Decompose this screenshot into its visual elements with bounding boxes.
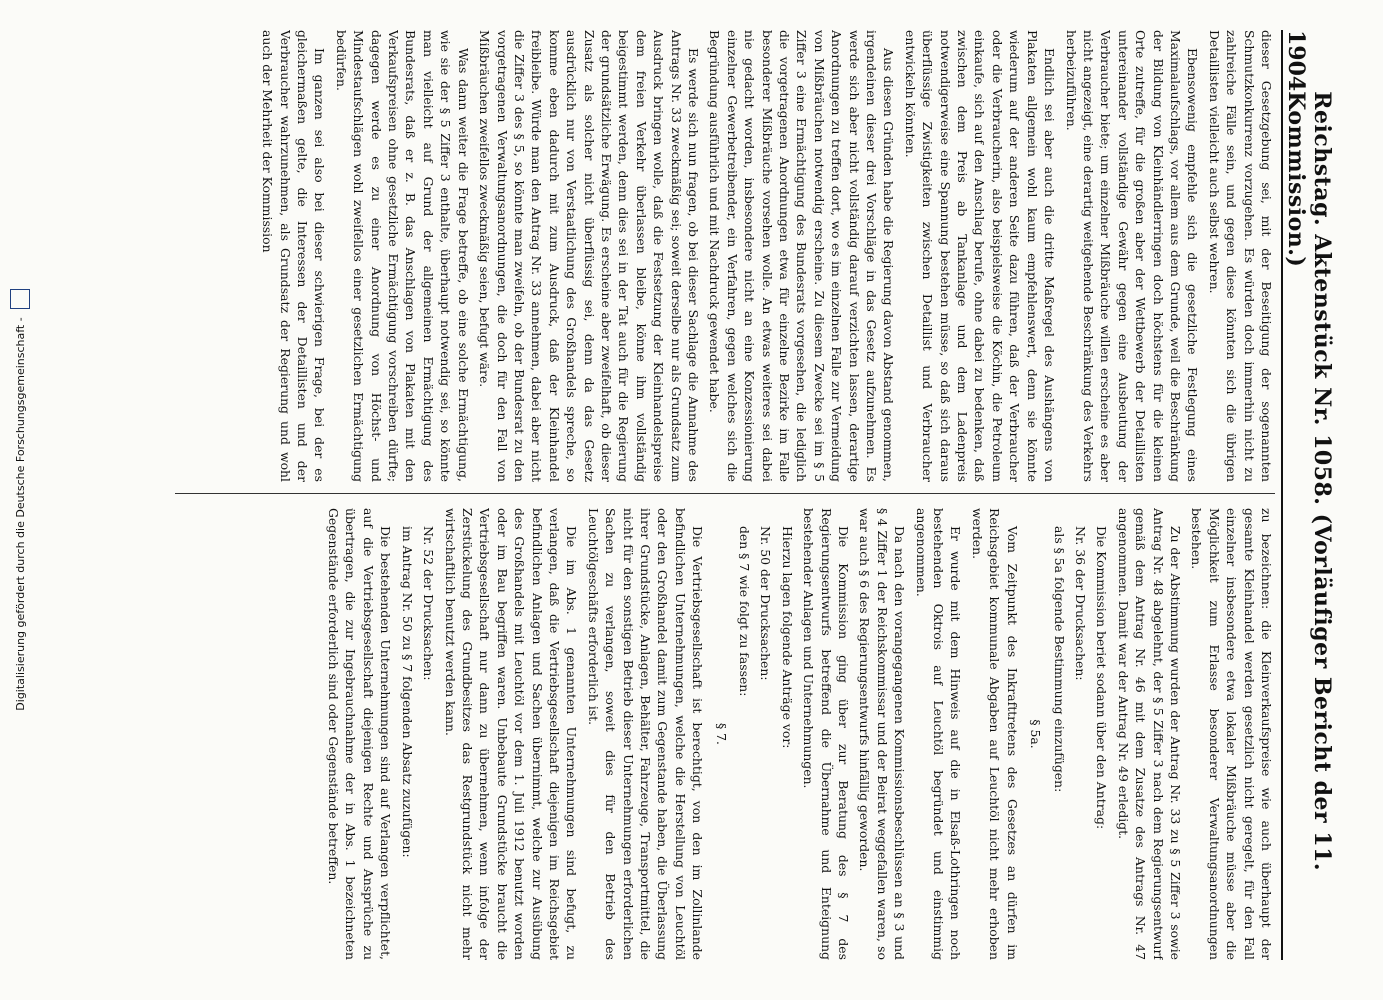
digitization-footer: [0, 0, 40, 1000]
paragraph: Die Vertriebsgesellschaft ist berechtigt, von den im Zollinlande befindlichen Unternehmungen, welche die Herstellung von Leuchtöl oder den Großhandel damit zum Gegenstande haben, die Überlassung ihrer Grundstücke, Anlagen, Behälter, Fahrzeuge, Transportmittel, die nicht für den sonstigen Betrieb dieser Unternehmungen erforderlichen Sachen zu verlangen, soweit dies für den Betrieb des Leuchtölgeschäfts erforderlich ist.: [585, 508, 706, 960]
paragraph: im Antrag Nr. 50 zu § 7 folgenden Absatz zuzufügen:: [399, 526, 415, 858]
paragraph: Nr. 36 der Drucksachen:: [1072, 526, 1088, 681]
paragraph: als § 5a folgende Bestimmung einzufügen:: [1051, 526, 1067, 793]
paragraph: Die Kommission beriet sodann über den Antrag:: [1094, 526, 1110, 830]
paragraph: Die Kommission ging über zur Beratung des § 7 des Regierungsentwurfs betreffend die Übernahme und Enteignung bestehender Anlagen und Unternehmungen.: [801, 508, 852, 960]
paragraph: Da nach den vorangegangenen Kommissionsbeschlüssen an § 3 und § 4 Ziffer 1 der Reichskommissar und der Beirat weggefallen waren, so war auch § 6 des Regierungsentwurfs hinfällig geworden.: [857, 508, 908, 960]
page-title: Reichstag. Aktenstück Nr. 1058. (Vorläufiger Bericht der 11. Kommission.): [1283, 91, 1335, 872]
section-heading: § 5a.: [1028, 719, 1044, 749]
left-column: [175, 30, 1275, 482]
paragraph: Hierzu lagen folgende Anträge vor:: [779, 526, 795, 749]
paragraph: Zu der Abstimmung wurden der Antrag Nr. 33 zu § 5 Ziffer 3 sowie Antrag Nr. 48 abgelehnt, der § 5 Ziffer 3 nach dem Regierungsentwurf gemäß dem Antrag Nr. 46 mit dem Zusatze des Antrags Nr. 47 angenommen. Damit war der Antrag Nr. 49 erledigt.: [1115, 508, 1183, 960]
paragraph: Nr. 52 der Drucksachen:: [421, 526, 437, 681]
paragraph: Die bestehenden Unternehmungen sind auf Verlangen verpflichtet, auf die Vertriebsgesellschaft diejenigen Rechte und Ansprüche zu übertragen, die zur Ingebrauchnahme der in Abs. 1 bezeichneten Gegenstände erforderlich sind oder Gegenstände betreffen.: [326, 508, 394, 960]
page-number: 1904: [1283, 30, 1309, 92]
paragraph: Es werde sich nun fragen, ob bei dieser Sachlage die Annahme des Antrags Nr. 33 zweckmäßig sei; soweit derselbe nur als Grundsatz zum Ausdruck bringen wolle, daß die Festsetzung der Kleinhandelspreise dem freien Verkehr überlassen bleibe, könne ihm vollständig beigestimmt werden, denn dies sei in der Tat auch für die Regierung der grundsätzliche Erwägung. Es erscheine aber zweifelhaft, ob dieser Zusatz als solcher nicht überflüssig sei, denn da das Gesetz ausdrücklich nur von Verstaatlichung des Großhandels spreche, so komme eben dadurch mit zum Ausdruck, daß der Kleinhandel freibleibe. Würde man den Antrag Nr. 33 annehmen, dabei aber nicht die Ziffer 3 des § 5, so könnte man zweifeln, ob der Bundesrat zu den vorgetragenen Verwaltungsanordnungen, die doch für den Fall von Mißbräuchen zweifellos zweckmäßig seien, befugt wäre.: [477, 30, 701, 482]
paragraph: Nr. 50 der Drucksachen:: [758, 526, 774, 681]
paragraph: den § 7 wie folgt zu fassen:: [737, 526, 753, 697]
paragraph: Aus diesen Gründen habe die Regierung davon Abstand genommen, irgendeinen dieser drei Vorschläge in das Gesetz aufzunehmen. Es werde sich aber nicht vollständig darauf verzichten lassen, derartige Anordnungen zu treffen dort, wo es im einzelnen Falle zur Vermeidung von Mißbräuchen notwendig erscheine. Zu diesem Zwecke sei im § 5 Ziffer 3 eine Ermächtigung des Bundesrats vorgesehen, die lediglich die vorgetragenen Anordnungen etwa für einzelne Bezirke im Falle besonderer Mißbräuche vorsehen wolle. An etwas weiteres sei dabei nie gedacht worden, insbesondere nicht an eine Konzessionierung einzelner Gewerbetreibender, ein Verfahren, gegen welches sich die Begründung ausführlich und mit Nachdruck gewendet habe.: [707, 30, 897, 482]
paragraph: Im ganzen sei also bei dieser schwierigen Frage, bei der es gleichermaßen gelte, die Interessen der Detaillisten und der Verbraucher wahrzunehmen, als Grundsatz der Regierung und wohl auch der Mehrheit der Kommission: [260, 30, 328, 482]
column-separator: [175, 493, 1275, 494]
paragraph: dieser Gesetzgebung sei, mit der Beseitigung der sogenannten Schmutzkonkurrenz vorzugehen. Es würden doch immerhin nicht zu zahlreiche Fälle sein, und gegen diese könnten sich die übrigen Detaillisten vielleicht auch selbst wehren.: [1206, 30, 1274, 482]
page-header: [1281, 30, 1335, 960]
section-heading: § 7.: [713, 723, 729, 745]
footer-text: Digitalisierung gefördert durch die Deutsche Forschungsgemeinschaft -: [13, 317, 27, 711]
paragraph: Was dann weiter die Frage betreffe, ob eine solche Ermächtigung, wie sie der § 5 Ziffer 3 enthalte, überhaupt notwendig sei, so könnte man vielleicht auf Grund der allgemeinen Ermächtigung des Bundesrats, daß er z. B. das Anschlagen von Plakaten mit den Verkaufspreisen ohne gesetzliche Ermächtigung vorschreiben dürfte; dagegen werde es zu einer Anordnung von Höchst- und Mindestaufschlägen wohl zweifellos einer gesetzlichen Ermächtigung bedürfen.: [333, 30, 471, 482]
paragraph: Die im Abs. 1 genannten Unternehmungen sind befugt, zu verlangen, daß die Vertriebsgesellschaft diejenigen im Reichsgebiet befindlichen Anlagen und Sachen übernimmt, welche zur Ausübung des Großhandels mit Leuchtöl vor dem 1. Juli 1912 benutzt worden oder im Bau begriffen waren. Unbebaute Grundstücke braucht die Vertriebsgesellschaft nur dann zu übernehmen, wenn infolge der Zerstückelung des Grundbesitzes das Restgrundstück nicht mehr wirtschaftlich benutzt werden kann.: [442, 508, 580, 960]
dfg-logo: [10, 289, 30, 309]
paragraph: Endlich sei aber auch die dritte Maßregel des Aushängens von Plakaten allgemein wohl kaum empfehlenswert, denn sie könnte wiederum auf der anderen Seite dazu führen, daß der Verbraucher oder die Verbraucherin, also beispielsweise die Köchin, die Petroleum einkaufe, sich auf den Anschlag berufe, ohne dabei zu bedenken, daß zwischen dem Preis ab Tankanlage und dem Ladenpreis notwendigerweise eine Spannung bestehen müsse, so daß sich daraus überflüssige Zwistigkeiten zwischen Detaillist und Verbraucher entwickeln könnten.: [902, 30, 1058, 482]
paragraph: Ebensowenig empfehle sich die gesetzliche Festlegung eines Maximalaufschlags, vor allem aus dem Grunde, weil die Beschränkung der Bildung von Kleinhändlerringen doch höchstens für die kleinen Orte zutreffe, für die großen aber der Wettbewerb der Detaillisten untereinander vollständige Gewähr gegen eine Ausbeutung der Verbraucher biete; um einzelner Mißbräuche willen erscheine es aber nicht angezeigt, eine derartig weitgehende Beschränkung des Verkehrs herbeizuführen.: [1063, 30, 1201, 482]
text-columns: [175, 30, 1275, 960]
paragraph: Er wurde mit dem Hinweis auf die in Elsaß-Lothringen noch bestehenden Oktrois auf Leuchtöl begründet und einstimmig angenommen.: [913, 508, 964, 960]
paragraph: zu bezeichnen: die Kleinverkaufspreise wie auch überhaupt der gesamte Kleinhandel werden gesetzlich nicht geregelt, für den Fall einzelner insbesondere etwa lokaler Mißbräuche müsse aber die Möglichkeit zum Erlasse besonderer Verwaltungsanordnungen bestehen.: [1189, 508, 1274, 960]
right-column: [175, 508, 1275, 960]
paragraph: Vom Zeitpunkt des Inkrafttretens des Gesetzes an dürfen im Reichsgebiet kommunale Abgaben auf Leuchtöl nicht mehr erhoben werden.: [969, 508, 1020, 960]
